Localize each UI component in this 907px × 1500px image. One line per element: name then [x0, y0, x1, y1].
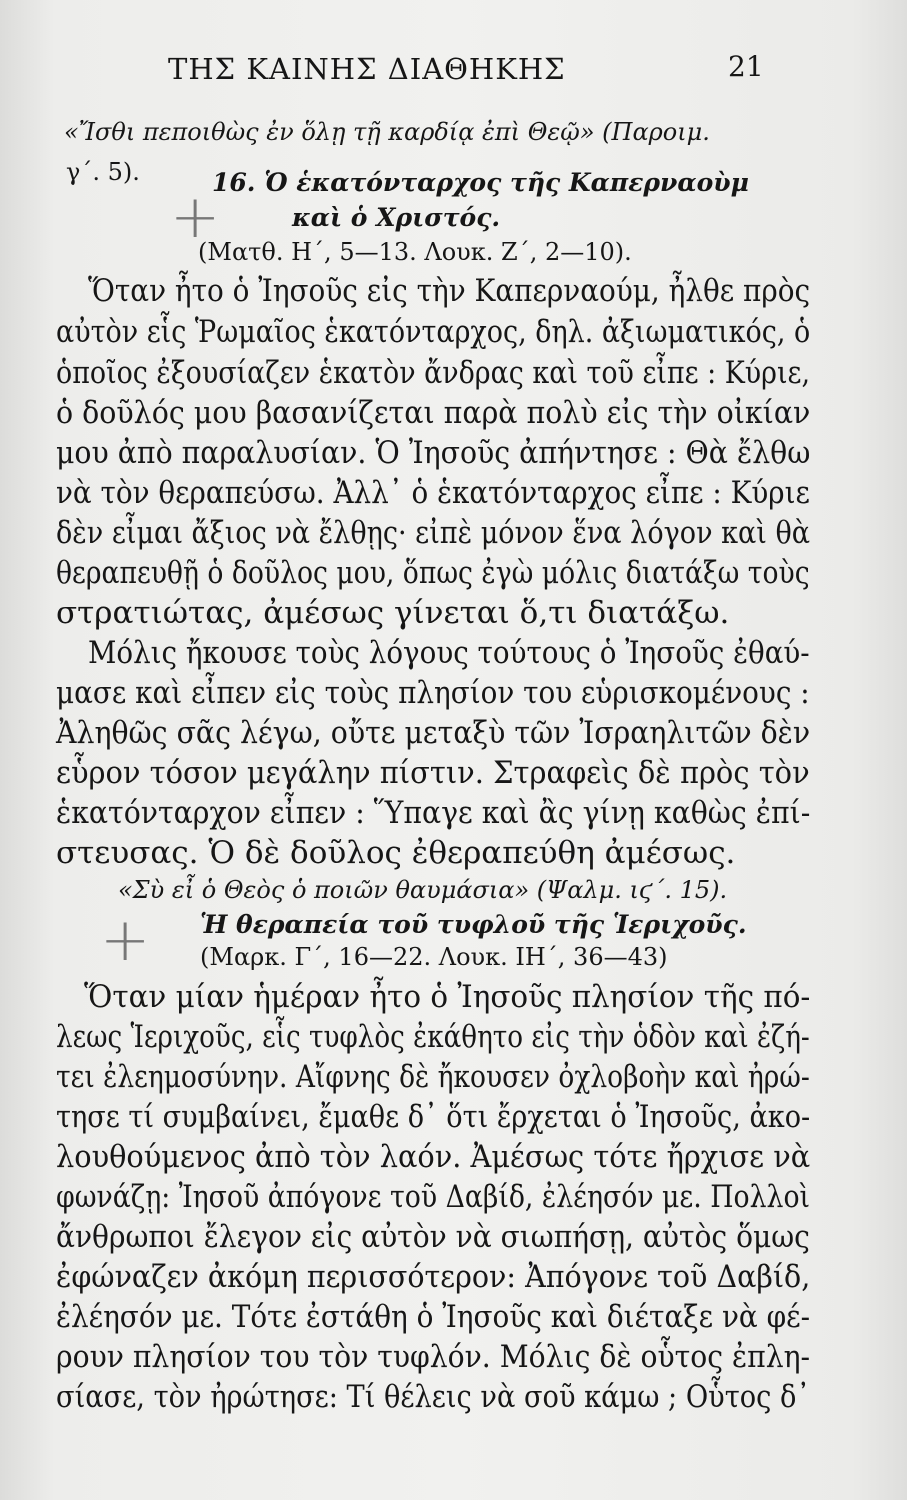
text-line: μασε καὶ εἶπεν εἰς τοὺς πλησίον του εὑρισκομένους :	[56, 675, 810, 711]
scripture-ref: (Ματθ. Η΄, 5—13. Λουκ. Ζ΄, 2—10).	[198, 238, 632, 266]
text-line: αὐτὸν εἷς Ῥωμαῖος ἑκατόνταρχος, δηλ. ἀξιωματικός, ὁ	[56, 314, 811, 350]
text-line: λουθούμενος ἀπὸ τὸν λαόν. Ἀμέσως τότε ἤρχισε νὰ	[56, 1139, 811, 1175]
text-line: ὁ δοῦλός μου βασανίζεται παρὰ πολὺ εἰς τὴν οἰκίαν	[56, 395, 811, 431]
text-line: νὰ τὸν θεραπεύσω. Ἀλλ᾽ ὁ ἑκατόνταρχος εἶπε : Κύριε	[56, 475, 810, 511]
text-line: στευσας. Ὁ δὲ δοῦλος ἐθεραπεύθη ἀμέσως.	[56, 835, 736, 871]
pencil-cross-mark-2: +	[100, 905, 151, 975]
motto-ref: γ΄. 5).	[66, 158, 140, 186]
section-heading: Ἡ θεραπεία τοῦ τυφλοῦ τῆς Ἱεριχοῦς.	[200, 910, 747, 939]
text-line: φωνάζῃ: Ἰησοῦ ἀπόγονε τοῦ Δαβίδ, ἐλέησόν με. Πολλοὶ	[56, 1179, 811, 1215]
section-heading: 16. Ὁ ἑκατόνταρχος τῆς Καπερναοὺμ	[212, 168, 749, 197]
text-line: τει ἐλεημοσύνην. Αἴφνης δὲ ἤκουσεν ὀχλοβοὴν καὶ ἠρώ-	[56, 1059, 810, 1095]
scripture-ref: (Μαρκ. Γ΄, 16—22. Λουκ. ΙΗ΄, 36—43)	[200, 943, 668, 971]
text-line: στρατιώτας, ἀμέσως γίνεται ὅ,τι διατάξω.	[56, 595, 730, 631]
text-line: ὁποῖος ἐξουσίαζεν ἑκατὸν ἄνδρας καὶ τοῦ εἶπε : Κύριε,	[56, 355, 811, 391]
running-head: ΤΗΣ ΚΑΙΝΗΣ ΔΙΑΘΗΚΗΣ	[168, 52, 566, 86]
section-heading: καὶ ὁ Χριστός.	[292, 203, 501, 232]
text-line: Μόλις ἤκουσε τοὺς λόγους τούτους ὁ Ἰησοῦς ἐθαύ-	[88, 635, 810, 671]
text-line: εὗρον τόσον μεγάλην πίστιν. Στραφεὶς δὲ πρὸς τὸν	[56, 755, 810, 791]
text-line: ἐλέησόν με. Τότε ἐστάθη ὁ Ἰησοῦς καὶ διέταξε νὰ φέ-	[56, 1299, 811, 1335]
text-line: ρουν πλησίον του τὸν τυφλόν. Μόλις δὲ οὗτος ἐπλη-	[56, 1339, 811, 1375]
page-number: 21	[728, 50, 764, 83]
text-line: δὲν εἶμαι ἄξιος νὰ ἔλθῃς· εἰπὲ μόνον ἕνα λόγον καὶ θὰ	[56, 515, 811, 551]
text-line: Ἀληθῶς σᾶς λέγω, οὔτε μεταξὺ τῶν Ἰσραηλιτῶν δὲν	[56, 715, 811, 751]
text-line: ἄνθρωποι ἔλεγον εἰς αὐτὸν νὰ σιωπήσῃ, αὐτὸς ὅμως	[56, 1219, 810, 1255]
text-line: Ὅταν μίαν ἡμέραν ἦτο ὁ Ἰησοῦς πλησίον τῆς πό-	[84, 979, 811, 1015]
text-line: Ὅταν ἦτο ὁ Ἰησοῦς εἰς τὴν Καπερναούμ, ἦλθε πρὸς	[88, 273, 811, 309]
text-line: ἐφώναζεν ἀκόμη περισσότερον: Ἀπόγονε τοῦ Δαβίδ,	[56, 1259, 811, 1295]
text-line: λεως Ἱεριχοῦς, εἷς τυφλὸς ἐκάθητο εἰς τὴν ὁδὸν καὶ ἐζή-	[56, 1019, 810, 1055]
text-line: τησε τί συμβαίνει, ἔμαθε δ᾽ ὅτι ἔρχεται ὁ Ἰησοῦς, ἀκο-	[56, 1099, 811, 1135]
text-line: μου ἀπὸ παραλυσίαν. Ὁ Ἰησοῦς ἀπήντησε : Θὰ ἔλθω	[56, 435, 811, 471]
motto-line: «Σὺ εἶ ὁ Θεὸς ὁ ποιῶν θαυμάσια» (Ψαλμ. ιϛ΄. 15).	[118, 876, 728, 904]
text-line: ἑκατόνταρχον εἶπεν : Ὕπαγε καὶ ἂς γίνῃ καθὼς ἐπί-	[56, 795, 811, 831]
motto-line: «Ἴσθι πεποιθὼς ἐν ὅλῃ τῇ καρδίᾳ ἐπὶ Θεῷ» (Παροιμ.	[64, 118, 710, 146]
text-line: θεραπευθῇ ὁ δοῦλος μου, ὅπως ἐγὼ μόλις διατάξω τοὺς	[56, 555, 810, 591]
text-line: σίασε, τὸν ἠρώτησε: Τί θέλεις νὰ σοῦ κάμω ; Οὗτος δ᾽	[56, 1379, 811, 1415]
pencil-cross-mark-1: +	[170, 182, 221, 252]
